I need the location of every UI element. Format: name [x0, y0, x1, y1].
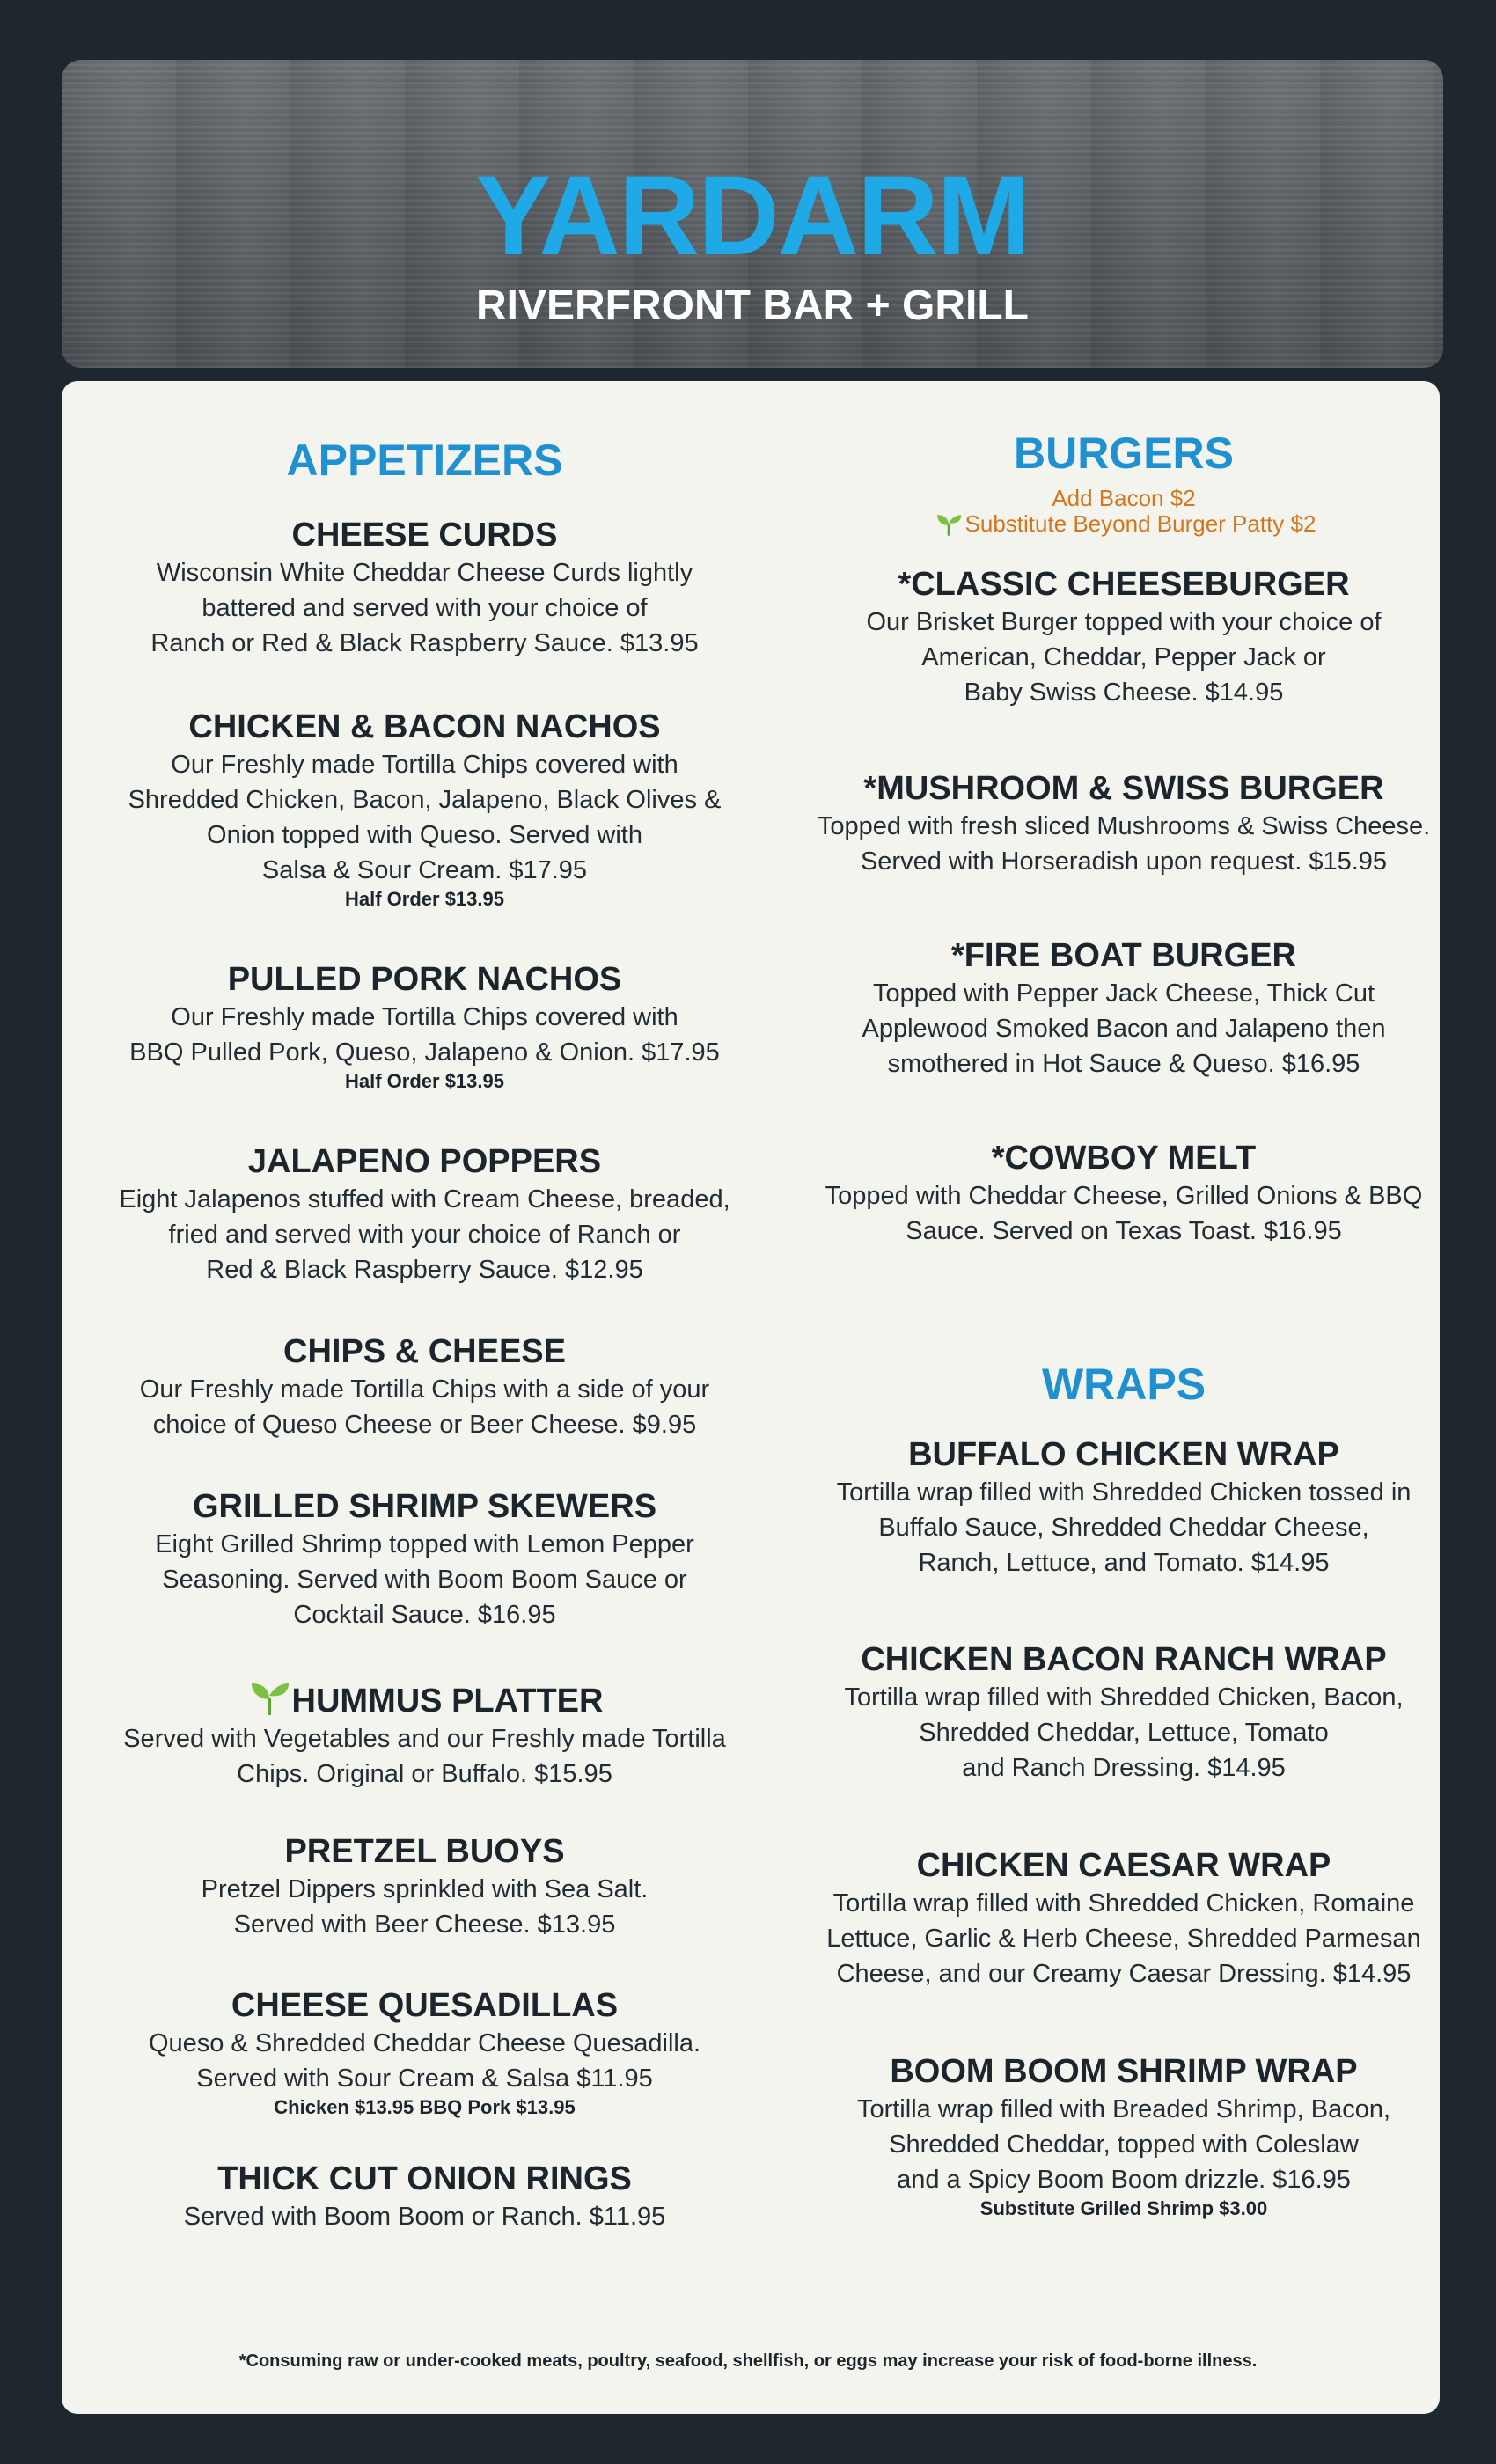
item-name: THICK CUT ONION RINGS: [217, 2160, 632, 2197]
substitution-price: Substitute Grilled Shrimp $3.00: [979, 2197, 1268, 2219]
menu-item: [62, 707, 788, 911]
item-description: Our Brisket Burger topped with your choice of American, Cheddar, Pepper Jack or Baby Swiss Cheese. $14.95: [866, 608, 1382, 707]
item-description: Queso & Shredded Cheddar Cheese Quesadilla. Served with Sour Cream & Salsa $11.95: [148, 2029, 701, 2093]
item-name: HUMMUS PLATTER: [291, 1683, 604, 1720]
menu-item: [62, 1331, 788, 1442]
menu-item: [62, 1676, 788, 1792]
menu-item: [62, 515, 788, 661]
menu-item: [748, 935, 1496, 1082]
item-name: JALAPENO POPPERS: [247, 1143, 602, 1180]
menu-item: [62, 2159, 788, 2234]
item-name: GRILLED SHRIMP SKEWERS: [192, 1488, 657, 1525]
plant-based-icon: [246, 1676, 292, 1717]
item-description: Eight Grilled Shrimp topped with Lemon Pepper Seasoning. Served with Boom Boom Sauce or Cocktail Sauce. $16.95: [155, 1530, 694, 1629]
section-title-appetizers: APPETIZERS: [286, 436, 563, 485]
section-title-wraps: WRAPS: [1041, 1360, 1206, 1409]
menu-item: [62, 1486, 788, 1632]
menu-item: [62, 1831, 788, 1942]
burger-addon-note: Add Bacon $2: [1052, 485, 1196, 511]
item-name: CHICKEN & BACON NACHOS: [188, 708, 661, 745]
menu-item: [62, 959, 788, 1093]
plant-based-icon: [932, 510, 965, 537]
menu-panel: [62, 381, 1440, 2414]
item-name: BUFFALO CHICKEN WRAP: [908, 1436, 1339, 1473]
item-description: Topped with Pepper Jack Cheese, Thick Cut Applewood Smoked Bacon and Jalapeno then smothered in Hot Sauce & Queso. $16.95: [862, 979, 1386, 1078]
item-name: PRETZEL BUOYS: [284, 1833, 565, 1870]
item-name: CHIPS & CHEESE: [283, 1333, 566, 1370]
item-name: *FIRE BOAT BURGER: [951, 937, 1296, 974]
item-description: Our Freshly made Tortilla Chips with a side of your choice of Queso Cheese or Beer Cheese. $9.95: [139, 1375, 710, 1439]
item-description: Eight Jalapenos stuffed with Cream Cheese, breaded, fried and served with your choice of Ranch or Red & Black Raspberry Sauce. $12.95: [119, 1185, 730, 1284]
menu-item: [62, 1141, 788, 1287]
item-description: Wisconsin White Cheddar Cheese Curds lightly battered and served with your choice of Ranch or Red & Black Raspberry Sauce. $13.95: [150, 559, 699, 657]
item-name-row: [62, 1676, 788, 1721]
item-description: Topped with Cheddar Cheese, Grilled Onions & BBQ Sauce. Served on Texas Toast. $16.95: [825, 1182, 1423, 1245]
menu-item: [748, 1138, 1496, 1249]
item-description: Tortilla wrap filled with Shredded Chicken, Romaine Lettuce, Garlic & Herb Cheese, Shredded Parmesan Cheese, and our Creamy Caesar Dressing. $14.95: [826, 1889, 1421, 1988]
brand-logo-text: YARDARM: [475, 153, 1030, 279]
food-safety-disclaimer: *Consuming raw or under-cooked meats, poultry, seafood, shellfish, or eggs may increase your risk of food-borne illness.: [238, 2351, 1258, 2371]
item-name: PULLED PORK NACHOS: [227, 961, 622, 998]
burger-substitute-note: Substitute Beyond Burger Patty $2: [748, 510, 1496, 537]
item-description: Served with Vegetables and our Freshly made Tortilla Chips. Original or Buffalo. $15.95: [123, 1725, 726, 1788]
menu-item: [748, 564, 1496, 710]
menu-item: [748, 2051, 1496, 2220]
item-description: Served with Boom Boom or Ranch. $11.95: [183, 2203, 666, 2231]
tagline: RIVERFRONT BAR + GRILL: [475, 282, 1029, 329]
menu-item: [748, 1845, 1496, 1991]
menu-item: [62, 1985, 788, 2119]
item-description: Tortilla wrap filled with Breaded Shrimp, Bacon, Shredded Cheddar, topped with Coleslaw and a Spicy Boom Boom drizzle. $16.95: [856, 2095, 1391, 2194]
add-on-prices: Chicken $13.95 BBQ Pork $13.95: [274, 2096, 576, 2118]
menu-item: [748, 1434, 1496, 1580]
item-description: Tortilla wrap filled with Shredded Chicken tossed in Buffalo Sauce, Shredded Cheddar Cheese, Ranch, Lettuce, and Tomato. $14.95: [836, 1478, 1412, 1577]
item-name: *MUSHROOM & SWISS BURGER: [863, 770, 1384, 807]
half-order-price: Half Order $13.95: [345, 888, 504, 910]
item-description: Our Freshly made Tortilla Chips covered with BBQ Pulled Pork, Queso, Jalapeno & Onion. $17.95: [129, 1003, 720, 1067]
item-name: *CLASSIC CHEESEBURGER: [898, 566, 1350, 603]
item-name: BOOM BOOM SHRIMP WRAP: [890, 2053, 1358, 2090]
item-description: Our Freshly made Tortilla Chips covered with Shredded Chicken, Bacon, Jalapeno, Black Olives & Onion topped with Queso. Served with Salsa & Sour Cream. $17.95: [128, 751, 722, 884]
item-name: *COWBOY MELT: [991, 1140, 1257, 1177]
item-name: CHEESE QUESADILLAS: [231, 1987, 619, 2024]
item-description: Tortilla wrap filled with Shredded Chicken, Bacon, Shredded Cheddar, Lettuce, Tomato and Ranch Dressing. $14.95: [844, 1683, 1404, 1782]
item-name: CHICKEN CAESAR WRAP: [916, 1847, 1331, 1884]
menu-item: [748, 1639, 1496, 1786]
item-description: Pretzel Dippers sprinkled with Sea Salt. Served with Beer Cheese. $13.95: [201, 1875, 649, 1939]
menu-item: [748, 768, 1496, 879]
half-order-price: Half Order $13.95: [345, 1070, 504, 1092]
section-title-burgers: BURGERS: [1013, 429, 1235, 478]
item-name: CHICKEN BACON RANCH WRAP: [861, 1641, 1387, 1678]
menu-header: [62, 60, 1443, 368]
item-name: CHEESE CURDS: [291, 517, 558, 554]
item-description: Topped with fresh sliced Mushrooms & Swiss Cheese. Served with Horseradish upon request. $15.95: [817, 812, 1431, 876]
